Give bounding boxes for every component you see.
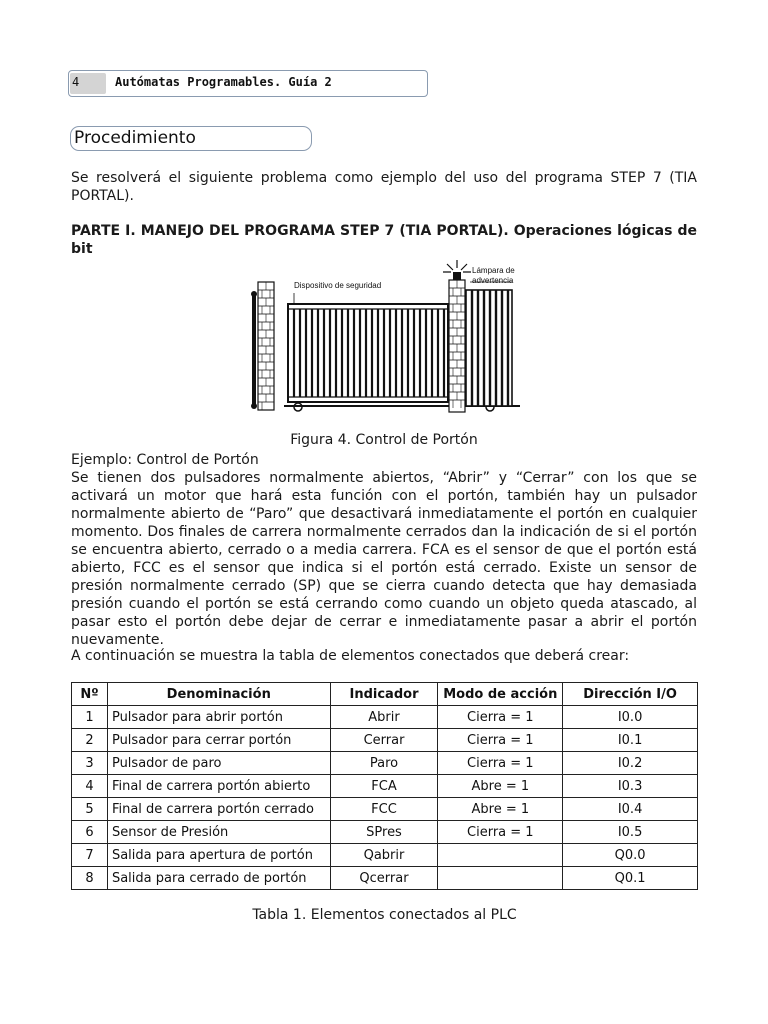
cell-io-address: Q0.0 — [563, 844, 698, 867]
table-row — [72, 867, 698, 890]
cell-io-address: Q0.1 — [563, 867, 698, 890]
header-title: Autómatas Programables. Guía 2 — [115, 75, 332, 89]
cell-io-address: I0.3 — [563, 775, 698, 798]
cell-io-address: I0.5 — [563, 821, 698, 844]
table-row — [72, 844, 698, 867]
table-row — [72, 775, 698, 798]
table-intro: A continuación se muestra la tabla de elementos conectados que deberá crear: — [71, 648, 630, 664]
cell-indicator: Abrir — [330, 706, 438, 729]
cell-action-mode: Cierra = 1 — [438, 706, 563, 729]
cell-io-address: I0.2 — [563, 752, 698, 775]
section-heading-box — [70, 126, 312, 151]
cell-indicator: Cerrar — [330, 729, 438, 752]
cell-indicator: FCA — [330, 775, 438, 798]
table-header-row — [72, 683, 698, 706]
cell-indicator: SPres — [330, 821, 438, 844]
cell-action-mode: Cierra = 1 — [438, 821, 563, 844]
cell-number: 8 — [72, 867, 108, 890]
cell-denomination: Pulsador para abrir portón — [107, 706, 330, 729]
cell-denomination: Pulsador para cerrar portón — [107, 729, 330, 752]
cell-action-mode: Cierra = 1 — [438, 752, 563, 775]
cell-number: 1 — [72, 706, 108, 729]
page-header — [68, 70, 428, 97]
table-row — [72, 706, 698, 729]
label-security-device: Dispositivo de seguridad — [294, 281, 382, 290]
section-title: Procedimiento — [74, 128, 196, 148]
cell-indicator: Qcerrar — [330, 867, 438, 890]
header-denomination: Denominación — [107, 683, 330, 706]
example-title: Ejemplo: Control de Portón — [71, 452, 259, 468]
label-lamp-line2: advertencia — [472, 276, 514, 285]
cell-number: 5 — [72, 798, 108, 821]
cell-number: 4 — [72, 775, 108, 798]
part-heading: PARTE I. MANEJO DEL PROGRAMA STEP 7 (TIA PORTAL). Operaciones lógicas de bit — [71, 223, 697, 257]
cell-number: 3 — [72, 752, 108, 775]
example-body: Se tienen dos pulsadores normalmente abiertos, “Abrir” y “Cerrar” con los que se activará un motor que hará esta función con el portón, también hay un pulsador normalmente abierto de “Paro” que desactivará inmediatamente el portón en cualquier momento. Dos finales de carrera normalmente cerrados dan la indicación de si el portón se encuentra abierto, cerrado o a media carrera. FCA es el sensor de que el portón está abierto, FCC es el sensor que indica si el portón está cerrado. Existe un sensor de presión normalmente cerrado (SP) que se cierra cuando detecta que hay demasiada presión cuando el portón se está cerrando como cuando un objeto queda atascado, al pasar esto el portón debe dejar de cerrar e inmediatamente pasar a abrir el portón nuevamente. — [71, 470, 697, 648]
gate-figure — [244, 260, 524, 415]
cell-indicator: Qabrir — [330, 844, 438, 867]
header-number: Nº — [72, 683, 108, 706]
header-io-address: Dirección I/O — [563, 683, 698, 706]
cell-indicator: Paro — [330, 752, 438, 775]
left-pillar — [251, 282, 274, 410]
right-fence — [466, 290, 512, 406]
page-number: 4 — [72, 75, 80, 89]
figure-caption: Figura 4. Control de Portón — [290, 432, 478, 448]
header-indicator: Indicador — [330, 683, 438, 706]
cell-action-mode: Abre = 1 — [438, 798, 563, 821]
cell-action-mode: Cierra = 1 — [438, 729, 563, 752]
label-lamp-line1: Lámpara de — [472, 266, 515, 275]
cell-action-mode: Abre = 1 — [438, 775, 563, 798]
cell-denomination: Salida para cerrado de portón — [107, 867, 330, 890]
table-caption: Tabla 1. Elementos conectados al PLC — [252, 907, 517, 923]
cell-number: 6 — [72, 821, 108, 844]
table-row — [72, 729, 698, 752]
intro-paragraph: Se resolverá el siguiente problema como ejemplo del uso del programa STEP 7 (TIA PORTAL). — [71, 170, 697, 204]
elements-table — [71, 682, 698, 890]
cell-io-address: I0.4 — [563, 798, 698, 821]
cell-io-address: I0.1 — [563, 729, 698, 752]
cell-number: 7 — [72, 844, 108, 867]
cell-number: 2 — [72, 729, 108, 752]
cell-denomination: Salida para apertura de portón — [107, 844, 330, 867]
cell-io-address: I0.0 — [563, 706, 698, 729]
gate-illustration — [244, 260, 524, 415]
table-row — [72, 821, 698, 844]
cell-action-mode — [438, 867, 563, 890]
table-row — [72, 752, 698, 775]
cell-denomination: Sensor de Presión — [107, 821, 330, 844]
cell-denomination: Pulsador de paro — [107, 752, 330, 775]
table-row — [72, 798, 698, 821]
cell-denomination: Final de carrera portón abierto — [107, 775, 330, 798]
cell-denomination: Final de carrera portón cerrado — [107, 798, 330, 821]
header-action-mode: Modo de acción — [438, 683, 563, 706]
cell-indicator: FCC — [330, 798, 438, 821]
cell-action-mode — [438, 844, 563, 867]
